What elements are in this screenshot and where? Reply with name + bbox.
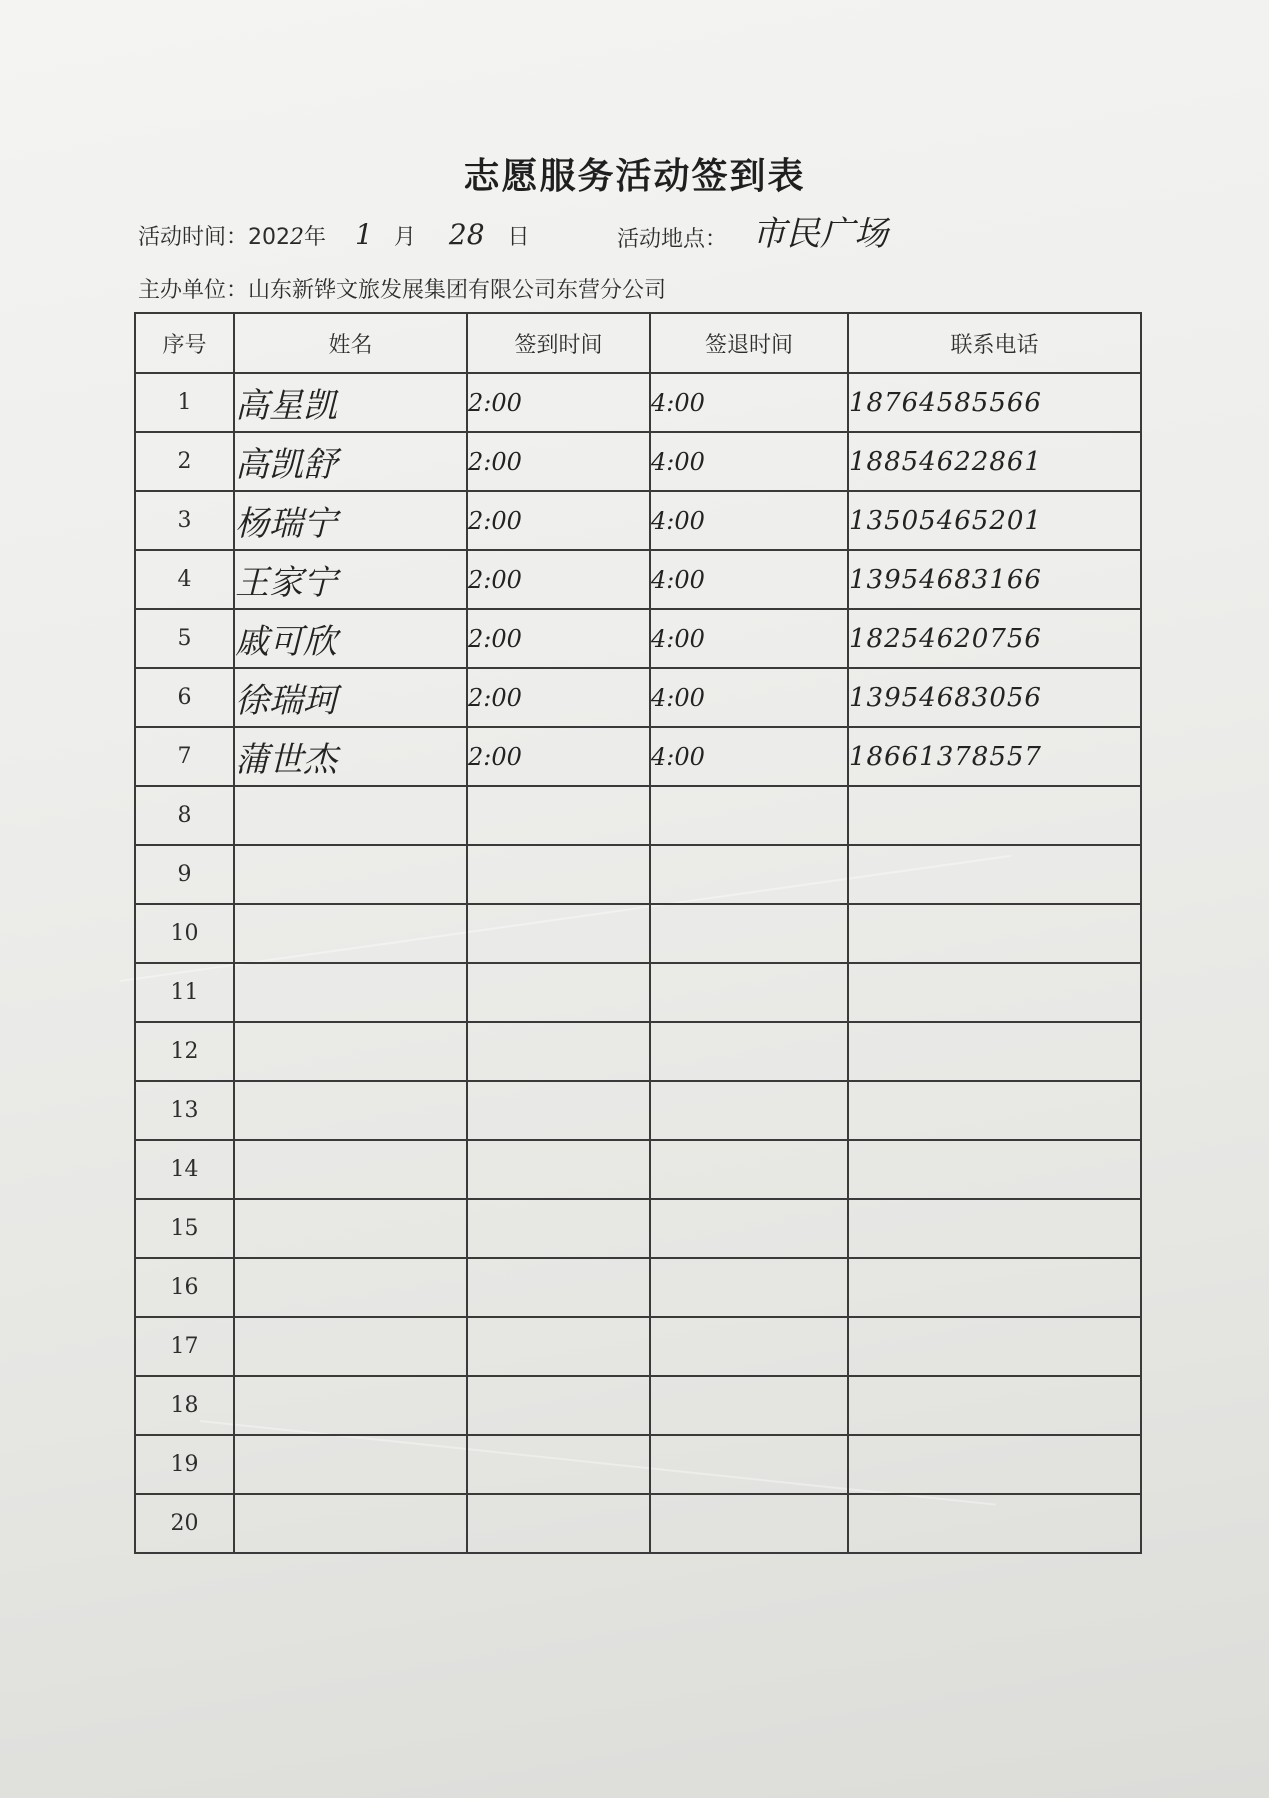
row-name: 蒲世杰 bbox=[234, 727, 467, 786]
row-check-in: 2:00 bbox=[467, 491, 650, 550]
header-index: 序号 bbox=[135, 313, 234, 373]
date-day-suffix: 日 bbox=[507, 225, 530, 250]
row-phone bbox=[848, 1140, 1141, 1199]
row-check-out: 4:00 bbox=[650, 668, 848, 727]
table-row bbox=[135, 845, 1141, 904]
row-check-in bbox=[467, 1494, 650, 1553]
row-check-out bbox=[650, 1494, 848, 1553]
row-check-out: 4:00 bbox=[650, 727, 848, 786]
date-label: 活动时间： bbox=[138, 225, 249, 250]
row-index: 20 bbox=[135, 1494, 234, 1553]
table-body bbox=[135, 373, 1141, 1553]
row-name: 高凯舒 bbox=[234, 432, 467, 491]
row-check-out bbox=[650, 845, 848, 904]
row-index: 3 bbox=[135, 491, 234, 550]
table-row bbox=[135, 904, 1141, 963]
row-check-in: 2:00 bbox=[467, 609, 650, 668]
row-phone bbox=[848, 1022, 1141, 1081]
date-year-prefix: 202 bbox=[248, 225, 291, 250]
row-check-out bbox=[650, 1140, 848, 1199]
row-index: 17 bbox=[135, 1317, 234, 1376]
row-check-out bbox=[650, 963, 848, 1022]
table-row bbox=[135, 668, 1141, 727]
row-index: 5 bbox=[135, 609, 234, 668]
row-index: 8 bbox=[135, 786, 234, 845]
row-phone bbox=[848, 1081, 1141, 1140]
row-index: 9 bbox=[135, 845, 234, 904]
row-check-in: 2:00 bbox=[467, 668, 650, 727]
row-phone: 13954683056 bbox=[848, 668, 1141, 727]
row-name: 戚可欣 bbox=[234, 609, 467, 668]
table-row bbox=[135, 373, 1141, 432]
row-check-out bbox=[650, 1022, 848, 1081]
date-year-digit: 2 bbox=[290, 225, 305, 250]
row-index: 16 bbox=[135, 1258, 234, 1317]
row-check-out bbox=[650, 1081, 848, 1140]
row-check-in bbox=[467, 1081, 650, 1140]
table-row bbox=[135, 786, 1141, 845]
row-check-in bbox=[467, 1376, 650, 1435]
row-check-in bbox=[467, 1140, 650, 1199]
row-name bbox=[234, 786, 467, 845]
organizer-value: 山东新铧文旅发展集团有限公司东营分公司 bbox=[248, 278, 667, 303]
row-check-in bbox=[467, 1022, 650, 1081]
row-index: 7 bbox=[135, 727, 234, 786]
row-phone bbox=[848, 963, 1141, 1022]
organizer-label: 主办单位： bbox=[138, 278, 249, 303]
row-index: 2 bbox=[135, 432, 234, 491]
table-row bbox=[135, 1435, 1141, 1494]
row-index: 11 bbox=[135, 963, 234, 1022]
row-check-in bbox=[467, 786, 650, 845]
table-row bbox=[135, 1081, 1141, 1140]
row-name: 高星凯 bbox=[234, 373, 467, 432]
row-phone bbox=[848, 1317, 1141, 1376]
row-index: 15 bbox=[135, 1199, 234, 1258]
table-row bbox=[135, 1376, 1141, 1435]
row-name bbox=[234, 1022, 467, 1081]
row-name bbox=[234, 1317, 467, 1376]
row-check-out bbox=[650, 1317, 848, 1376]
row-check-out: 4:00 bbox=[650, 373, 848, 432]
row-check-in bbox=[467, 963, 650, 1022]
table-row bbox=[135, 491, 1141, 550]
organizer-field bbox=[138, 273, 666, 304]
row-index: 4 bbox=[135, 550, 234, 609]
table-row bbox=[135, 1494, 1141, 1553]
date-day: 28 bbox=[448, 218, 485, 251]
row-check-in bbox=[467, 1435, 650, 1494]
row-phone: 13954683166 bbox=[848, 550, 1141, 609]
row-phone bbox=[848, 1258, 1141, 1317]
date-field bbox=[138, 218, 530, 251]
row-check-in: 2:00 bbox=[467, 727, 650, 786]
row-index: 18 bbox=[135, 1376, 234, 1435]
row-check-out bbox=[650, 1435, 848, 1494]
row-name bbox=[234, 963, 467, 1022]
signin-table bbox=[134, 312, 1142, 1554]
row-phone: 18854622861 bbox=[848, 432, 1141, 491]
row-phone bbox=[848, 904, 1141, 963]
row-index: 12 bbox=[135, 1022, 234, 1081]
row-phone: 18764585566 bbox=[848, 373, 1141, 432]
row-name bbox=[234, 1376, 467, 1435]
row-check-out bbox=[650, 1258, 848, 1317]
row-phone: 18661378557 bbox=[848, 727, 1141, 786]
header-name: 姓名 bbox=[234, 313, 467, 373]
form-title: 志愿服务活动签到表 bbox=[463, 156, 806, 197]
row-name: 杨瑞宁 bbox=[234, 491, 467, 550]
row-index: 1 bbox=[135, 373, 234, 432]
row-name bbox=[234, 1140, 467, 1199]
row-check-out bbox=[650, 1199, 848, 1258]
row-index: 10 bbox=[135, 904, 234, 963]
row-index: 6 bbox=[135, 668, 234, 727]
header-check-out: 签退时间 bbox=[650, 313, 848, 373]
row-phone bbox=[848, 786, 1141, 845]
row-check-in bbox=[467, 1199, 650, 1258]
row-name bbox=[234, 1494, 467, 1553]
row-name bbox=[234, 845, 467, 904]
table-row bbox=[135, 727, 1141, 786]
row-name bbox=[234, 1435, 467, 1494]
row-phone: 18254620756 bbox=[848, 609, 1141, 668]
row-check-in bbox=[467, 845, 650, 904]
row-name: 王家宁 bbox=[234, 550, 467, 609]
row-check-out: 4:00 bbox=[650, 491, 848, 550]
date-year-suffix: 年 bbox=[304, 225, 327, 250]
row-phone bbox=[848, 845, 1141, 904]
table-row bbox=[135, 963, 1141, 1022]
table-row bbox=[135, 1140, 1141, 1199]
row-check-in bbox=[467, 1258, 650, 1317]
row-check-in bbox=[467, 904, 650, 963]
row-check-out bbox=[650, 904, 848, 963]
row-name bbox=[234, 1258, 467, 1317]
row-name bbox=[234, 904, 467, 963]
table-row bbox=[135, 1022, 1141, 1081]
row-check-in: 2:00 bbox=[467, 373, 650, 432]
row-check-out bbox=[650, 786, 848, 845]
date-month-suffix: 月 bbox=[393, 225, 416, 250]
row-check-in: 2:00 bbox=[467, 550, 650, 609]
table-row bbox=[135, 550, 1141, 609]
row-phone bbox=[848, 1376, 1141, 1435]
table-row bbox=[135, 432, 1141, 491]
row-name bbox=[234, 1199, 467, 1258]
row-phone bbox=[848, 1435, 1141, 1494]
table-row bbox=[135, 1199, 1141, 1258]
date-month: 1 bbox=[355, 218, 373, 251]
table-header-row bbox=[135, 313, 1141, 373]
table-row bbox=[135, 609, 1141, 668]
row-check-in: 2:00 bbox=[467, 432, 650, 491]
header-check-in: 签到时间 bbox=[467, 313, 650, 373]
row-check-out: 4:00 bbox=[650, 432, 848, 491]
location-label: 活动地点： bbox=[617, 227, 728, 252]
header-phone: 联系电话 bbox=[848, 313, 1141, 373]
row-phone: 13505465201 bbox=[848, 491, 1141, 550]
row-index: 13 bbox=[135, 1081, 234, 1140]
table-row bbox=[135, 1317, 1141, 1376]
row-check-out bbox=[650, 1376, 848, 1435]
row-check-out: 4:00 bbox=[650, 609, 848, 668]
row-name: 徐瑞珂 bbox=[234, 668, 467, 727]
location-value: 市民广场 bbox=[752, 214, 888, 254]
row-index: 14 bbox=[135, 1140, 234, 1199]
row-phone bbox=[848, 1199, 1141, 1258]
row-index: 19 bbox=[135, 1435, 234, 1494]
row-name bbox=[234, 1081, 467, 1140]
row-check-in bbox=[467, 1317, 650, 1376]
row-phone bbox=[848, 1494, 1141, 1553]
row-check-out: 4:00 bbox=[650, 550, 848, 609]
table-row bbox=[135, 1258, 1141, 1317]
